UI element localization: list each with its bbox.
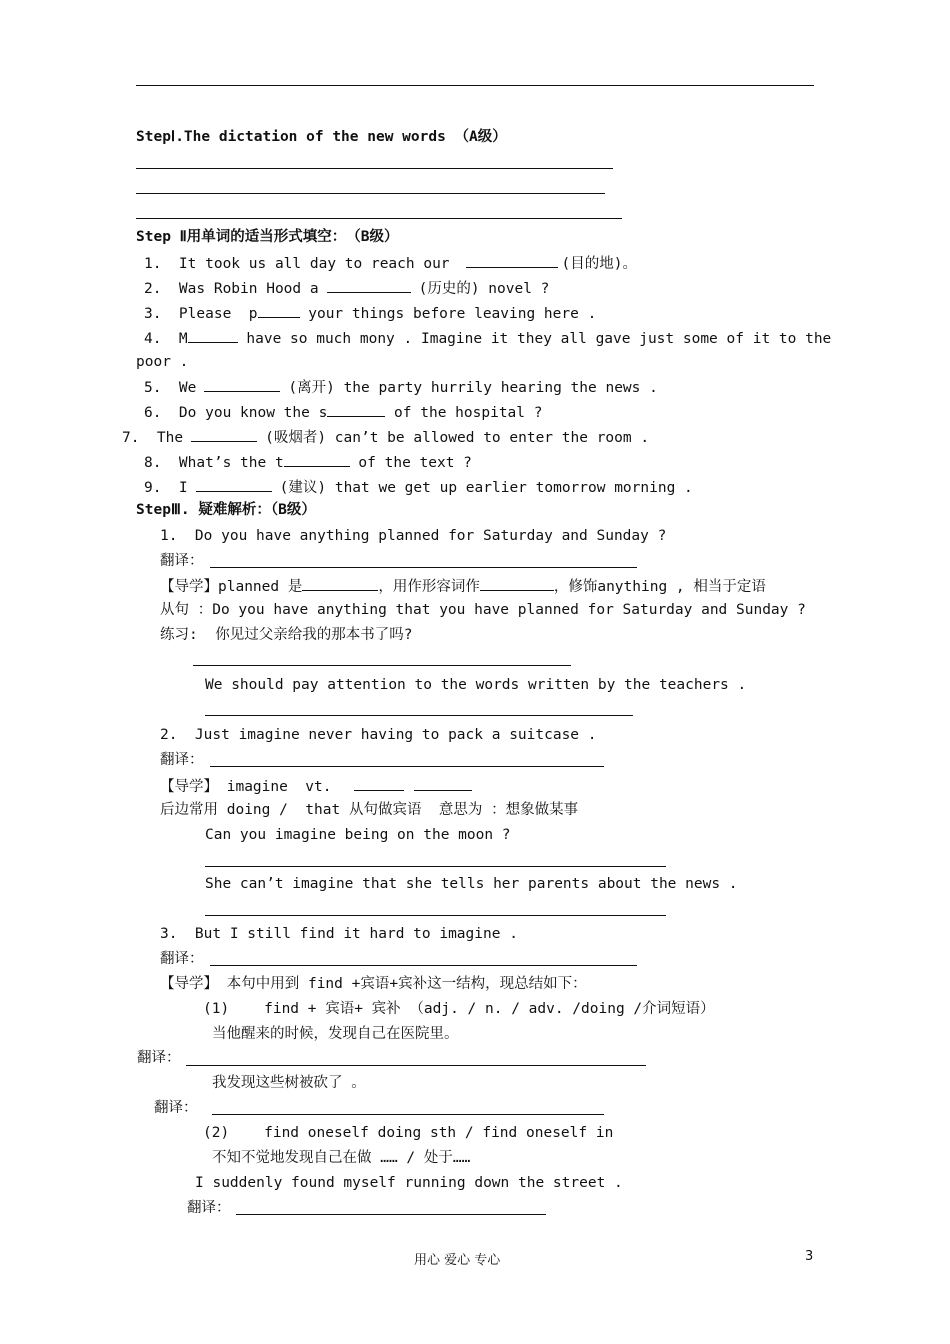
answer-line (136, 218, 622, 219)
item-text: 2. Was Robin Hood a (144, 281, 319, 297)
fill-blank[interactable] (196, 477, 272, 492)
fill-blank[interactable] (204, 377, 280, 392)
answer-line (212, 1114, 604, 1115)
list-item (144, 402, 542, 422)
example-sentence: I suddenly found myself running down the street . (195, 1175, 623, 1191)
item-text: (吸烟者) can’t be allowed to enter the room . (265, 430, 650, 446)
item-text: 9. I (144, 480, 188, 496)
guide-line: 【导学】 本句中用到 find +宾语+宾补这一结构，现总结如下： (160, 976, 587, 992)
list-item (144, 303, 596, 323)
item-text: (离开) the party hurrily hearing the news . (288, 380, 658, 396)
fill-blank[interactable] (466, 253, 558, 268)
list-item (144, 278, 549, 298)
translate-label: 翻译： (154, 1100, 198, 1116)
list-item (144, 377, 658, 397)
guide-text: ，用作形容词作 (378, 579, 480, 595)
guide-text: ，修饰anything , 相当于定语 (553, 579, 766, 595)
guide-line (160, 576, 766, 596)
item-text: (历史的) novel ? (418, 281, 550, 297)
answer-line (205, 866, 666, 867)
item-text: (建议) that we get up earlier tomorrow morning . (279, 480, 693, 496)
item-text: of the text ? (349, 455, 472, 471)
item-text: 1. It took us all day to reach our (144, 256, 450, 272)
guide-line: 从句 ：Do you have anything that you have planned for Saturday and Sunday ? (160, 602, 806, 618)
translate-label: 翻译： (137, 1050, 181, 1066)
item-text: 7. The (122, 430, 184, 446)
list-item (144, 253, 637, 273)
answer-line (210, 567, 637, 568)
guide-line (160, 776, 472, 796)
page-number: 3 (805, 1249, 814, 1264)
pattern-meaning: 不知不觉地发现自己在做 …… / 处于…… (212, 1150, 471, 1166)
item-text: (目的地)。 (561, 256, 638, 272)
example-sentence: We should pay attention to the words written by the teachers . (205, 677, 747, 693)
item-text: your things before leaving here . (299, 306, 597, 322)
translate-label: 翻译： (187, 1200, 231, 1216)
answer-line (205, 915, 666, 916)
fill-blank[interactable] (188, 328, 238, 343)
fill-blank[interactable] (414, 776, 472, 791)
example-sentence: She can’t imagine that she tells her parents about the news . (205, 876, 738, 892)
fill-blank[interactable] (354, 776, 404, 791)
pattern-line: (2) find oneself doing sth / find oneself in (203, 1125, 614, 1141)
fill-blank[interactable] (327, 278, 411, 293)
list-item (144, 452, 472, 472)
fill-blank[interactable] (284, 452, 350, 467)
translate-label: 翻译： (160, 553, 204, 569)
pattern-line: (1) find + 宾语+ 宾补 （adj. / n. / adv. /doing /介词短语） (203, 1001, 715, 1017)
answer-line (236, 1214, 546, 1215)
answer-line (136, 168, 613, 169)
step2-heading: Step Ⅱ用单词的适当形式填空： （B级） (136, 229, 399, 245)
example-sentence: 我发现这些树被砍了 。 (212, 1075, 366, 1091)
question-sentence: 3. But I still find it hard to imagine . (160, 926, 518, 942)
item-text: 6. Do you know the s (144, 405, 328, 421)
answer-line (136, 193, 605, 194)
usage-line: 后边常用 doing / that 从句做宾语 意思为 ：想象做某事 (160, 802, 579, 818)
answer-line (205, 715, 633, 716)
fill-blank[interactable] (327, 402, 385, 417)
item-text: 3. Please p (144, 306, 258, 322)
answer-line (193, 665, 571, 666)
guide-text: 【导学】 imagine vt. (160, 779, 332, 795)
item-text: have so much mony . Imagine it they all gave just some of it to the (237, 331, 832, 347)
header-rule (136, 85, 814, 86)
item-text: 8. What’s the t (144, 455, 284, 471)
step1-heading: StepⅠ.The dictation of the new words （A级） (136, 129, 507, 145)
example-sentence: 当他醒来的时候，发现自己在医院里。 (212, 1026, 459, 1042)
example-sentence: Can you imagine being on the moon ? (205, 827, 511, 843)
item-text: of the hospital ? (385, 405, 543, 421)
translate-label: 翻译： (160, 752, 204, 768)
step3-heading: StepⅢ. 疑难解析：（B级） (136, 502, 316, 518)
list-item: poor . (136, 354, 189, 370)
guide-text: 【导学】planned 是 (160, 579, 303, 595)
list-item (144, 328, 831, 348)
fill-blank[interactable] (191, 427, 257, 442)
answer-line (186, 1065, 646, 1066)
item-text: 4. M (144, 331, 188, 347)
item-text: 5. We (144, 380, 197, 396)
list-item (122, 427, 649, 447)
list-item (144, 477, 693, 497)
fill-blank[interactable] (302, 576, 378, 591)
answer-line (210, 965, 637, 966)
answer-line (210, 766, 604, 767)
footer-slogan: 用心 爱心 专心 (414, 1253, 501, 1268)
fill-blank[interactable] (258, 303, 300, 318)
translate-label: 翻译： (160, 951, 204, 967)
question-sentence: 1. Do you have anything planned for Saturday and Sunday ? (160, 528, 667, 544)
fill-blank[interactable] (480, 576, 554, 591)
practice-line: 练习: 你见过父亲给我的那本书了吗? (160, 627, 413, 643)
question-sentence: 2. Just imagine never having to pack a suitcase . (160, 727, 597, 743)
